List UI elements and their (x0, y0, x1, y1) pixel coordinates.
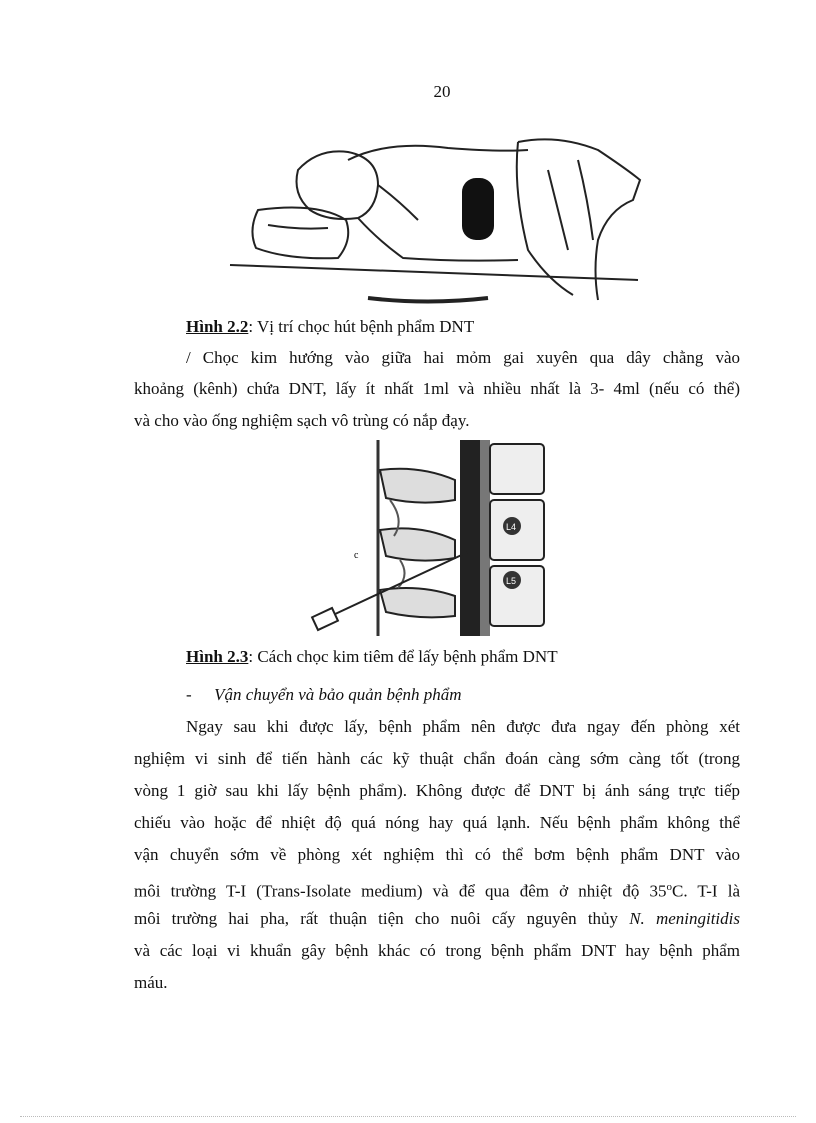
figure-2-3-caption (186, 646, 746, 668)
paragraph-line: và cho vào ống nghiệm sạch vô trùng có nắp đạy. (134, 411, 470, 430)
pillow (252, 208, 348, 259)
figure-2-2-label: Hình 2.2 (186, 317, 249, 336)
figure-2-2-caption-text: : Vị trí chọc hút bệnh phẩm DNT (248, 317, 475, 336)
puncture-site-marker (462, 178, 494, 240)
paragraph-line: máu. (134, 973, 168, 992)
paragraph-line: và các loại vi khuẩn gây bệnh khác có trong bệnh phẩm DNT hay bệnh phẩm (134, 941, 740, 960)
vertebra-label-l4: L4 (506, 522, 517, 532)
paragraph-line: nghiệm vi sinh để tiến hành các kỹ thuật chẩn đoán càng sớm càng tốt (trong (134, 749, 740, 768)
organism-name: N. meningitidis (629, 909, 740, 928)
spinal-needle-illustration (310, 440, 546, 636)
paragraph-line: chiếu vào hoặc để nhiệt độ quá nóng hay quá lạnh. Nếu bệnh phẩm không thể (134, 813, 740, 832)
degree-symbol: o (666, 881, 673, 893)
paragraph-line-text: môi trường hai pha, rất thuận tiện cho nuôi cấy nguyên thủy (134, 909, 630, 928)
paragraph-line-text: môi trường T-I (Trans-Isolate medium) và để qua đêm ở nhiệt độ 35 (134, 881, 667, 901)
patient-position-illustration (228, 130, 646, 308)
figure-2-3-caption-text: : Cách chọc kim tiêm để lấy bệnh phẩm DNT (248, 647, 558, 666)
paragraph-line: / Chọc kim hướng vào giữa hai mỏm gai xuyên qua dây chằng vào (186, 348, 740, 367)
figure-2-3-label: Hình 2.3 (186, 647, 249, 666)
section-heading-text: Vận chuyển và bảo quản bệnh phẩm (214, 685, 462, 704)
vertebra-label-l5: L5 (506, 576, 517, 586)
section-heading (186, 684, 746, 706)
paragraph-line: Ngay sau khi được lấy, bệnh phẩm nên được đưa ngay đến phòng xét (186, 717, 740, 736)
temperature-suffix: C. T-I là (672, 881, 740, 901)
page-number: 20 (433, 82, 451, 101)
vertebra-bodies (490, 444, 544, 626)
paragraph-line: vận chuyển sớm về phòng xét nghiệm thì có thể bơm bệnh phẩm DNT vào (134, 845, 740, 864)
spinous-processes (380, 469, 455, 618)
paragraph-line: khoảng (kênh) chứa DNT, lấy ít nhất 1ml và nhiều nhất là 3- 4ml (nếu có thể) (134, 379, 740, 398)
paragraph-line: vòng 1 giờ sau khi lấy bệnh phẩm). Không được để DNT bị ánh sáng trực tiếp (134, 781, 740, 800)
page-footer-divider (20, 1116, 796, 1117)
bed (230, 265, 638, 302)
section-bullet: - (186, 685, 192, 704)
paragraph-line (134, 908, 740, 930)
figure-2-2-caption (186, 316, 746, 338)
needle-label: c (354, 550, 359, 561)
paragraph-line (134, 876, 740, 903)
